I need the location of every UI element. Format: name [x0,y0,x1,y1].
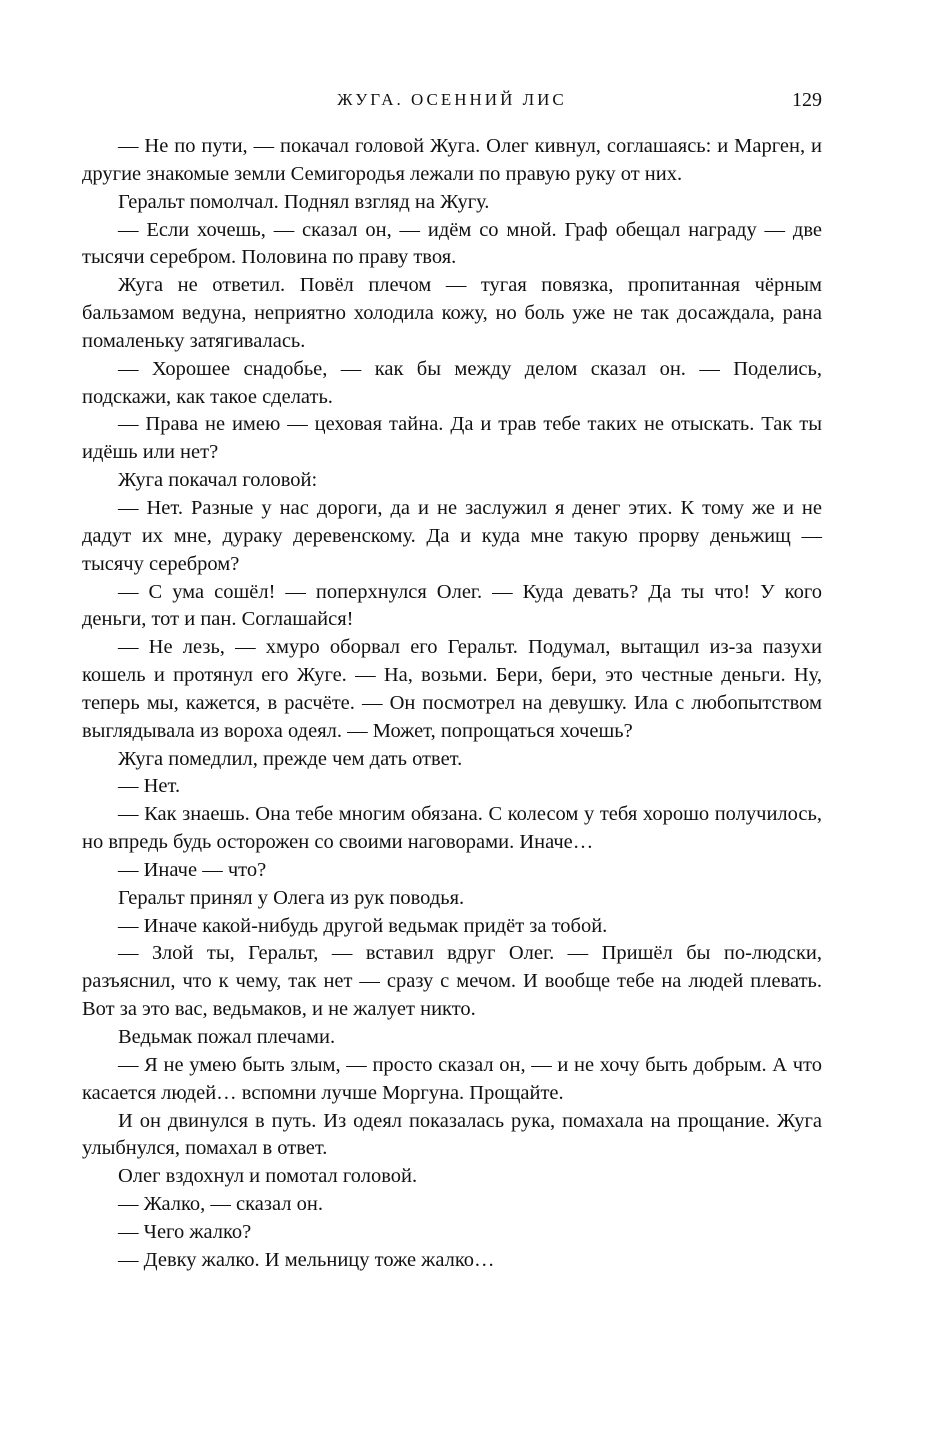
running-title: ЖУГА. ОСЕННИЙ ЛИС [337,90,567,109]
paragraph: — Иначе — что? [118,858,267,881]
paragraph: — Если хочешь, — сказал он, — идём со мной. Граф обещал награду — две тысячи серебром. Половина по праву твоя. [82,218,822,269]
paragraph: Олег вздохнул и помотал головой. [118,1165,418,1188]
body-text [82,133,822,1275]
paragraph: — Я не умею быть злым, — просто сказал он, — и не хочу быть добрым. А что касается людей… вспомни лучше Моргуна. Прощайте. [82,1053,822,1104]
paragraph: — Жалко, — сказал он. [118,1193,323,1216]
paragraph: Геральт помолчал. Поднял взгляд на Жугу. [118,190,490,213]
paragraph: — Как знаешь. Она тебе многим обязана. С колесом у тебя хорошо получилось, но впредь будь осторожен со своими наговорами. Иначе… [82,803,822,854]
paragraph: — Иначе какой-нибудь другой ведьмак придёт за тобой. [118,914,608,937]
paragraph: И он двинулся в путь. Из одеял показалась рука, помахала на прощание. Жуга улыбнулся, помахал в ответ. [82,1109,822,1160]
paragraph: Геральт принял у Олега из рук поводья. [118,886,465,909]
paragraph: — Права не имею — цеховая тайна. Да и трав тебе таких не отыскать. Так ты идёшь или нет? [82,413,822,464]
paragraph: Жуга покачал головой: [118,469,318,492]
page-number: 129 [792,89,822,111]
paragraph: Жуга не ответил. Повёл плечом — тугая повязка, пропитанная чёрным бальзамом ведуна, неприятно холодила кожу, но боль уже не так досаждала, рана помаленьку затягивалась. [82,274,822,352]
paragraph: — Девку жалко. И мельницу тоже жалко… [118,1248,495,1271]
paragraph: — Нет. Разные у нас дороги, да и не заслужил я денег этих. К тому же и не дадут их мне, дураку деревенскому. Да и куда мне такую прорву деньжищ — тысячу серебром? [82,496,822,575]
paragraph: Жуга помедлил, прежде чем дать ответ. [118,747,463,770]
paragraph: — Хорошее снадобье, — как бы между делом сказал он. — Поделись, подскажи, как такое сделать. [82,357,822,408]
paragraph: — Не лезь, — хмуро оборвал его Геральт. Подумал, вытащил из-за пазухи кошель и протянул его Жуге. — На, возьми. Бери, бери, это честные деньги. Ну, теперь мы, кажется, в расчёте. — Он посмотрел на девушку. Ила с любопытством выглядывала из вороха одеял. — Может, попрощаться хочешь? [82,636,822,742]
paragraph: — Злой ты, Геральт, — вставил вдруг Олег. — Пришёл бы по-людски, разъяснил, что к чему, так нет — сразу с мечом. И вообще тебе на людей плевать. Вот за это вас, ведьмаков, и не жалует никто. [82,942,822,1021]
paragraph: Ведьмак пожал плечами. [118,1026,336,1048]
paragraph: — Чего жалко? [118,1220,252,1243]
paragraph: — С ума сошёл! — поперхнулся Олег. — Куда девать? Да ты что! У кого деньги, тот и пан. Соглашайся! [82,580,822,631]
paragraph: — Нет. [118,775,181,798]
running-header [82,84,822,116]
paragraph: — Не по пути, — покачал головой Жуга. Олег кивнул, соглашаясь: и Марген, и другие знакомые земли Семигородья лежали по правую руку от них. [82,135,822,185]
